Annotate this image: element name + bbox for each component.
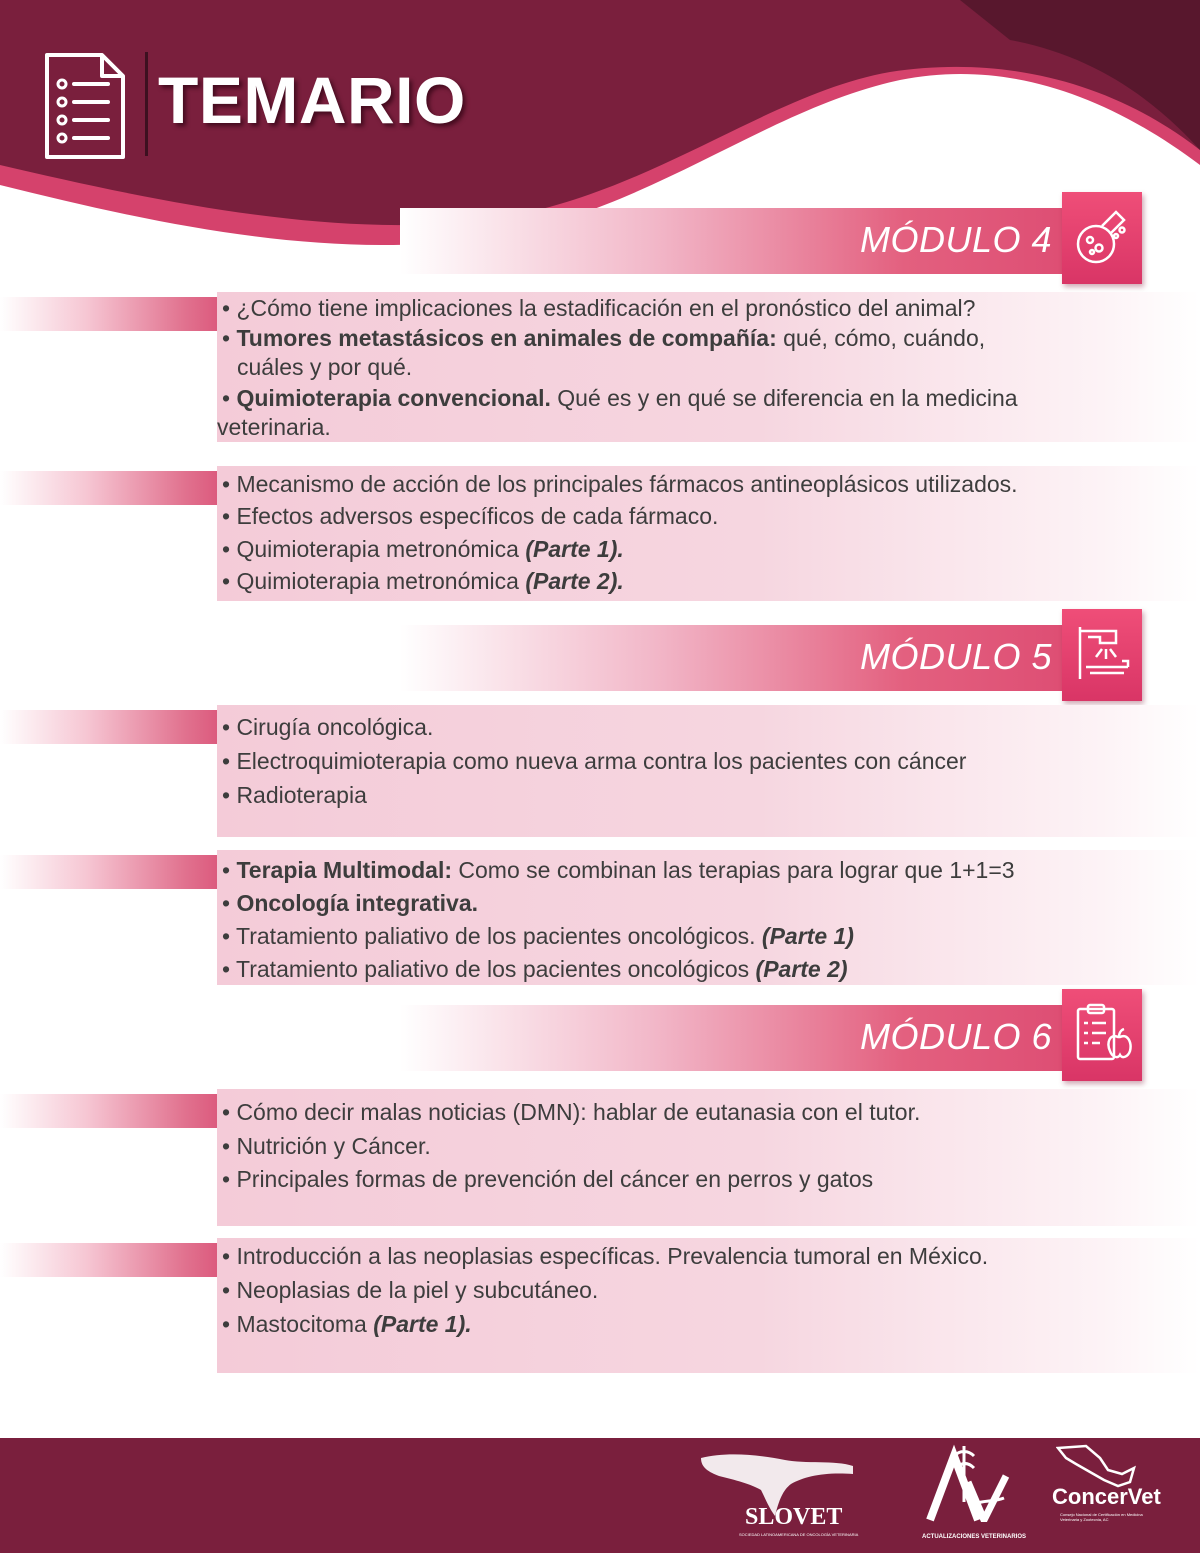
topic-tab [0, 471, 217, 505]
topic-line: • Radioterapia [222, 782, 367, 808]
topic-line: • Electroquimioterapia como nueva arma contra los pacientes con cáncer [222, 748, 967, 774]
concervet-name: ConcerVet [1052, 1484, 1161, 1509]
topic-line: • Cómo decir malas noticias (DMN): hablar de eutanasia con el tutor. [222, 1099, 921, 1125]
caduceus-icon [924, 1442, 1014, 1522]
topic-tab [0, 1094, 217, 1128]
topic-line: • ¿Cómo tiene implicaciones la estadificación en el pronóstico del animal? [222, 295, 976, 321]
topic-line: cuáles y por qué. [237, 354, 413, 380]
topic-tab [0, 710, 217, 744]
footer [0, 1438, 1200, 1553]
module-5-title: MÓDULO 5 [859, 636, 1052, 677]
document-list-icon [44, 52, 126, 160]
title-divider [145, 52, 148, 156]
topic-line: • Mecanismo de acción de los principales fármacos antineoplásicos utilizados. [222, 471, 1018, 497]
topic-line: • Tratamiento paliativo de los pacientes oncológicos. (Parte 1) [222, 923, 854, 949]
topic-line: • Introducción a las neoplasias específicas. Prevalencia tumoral en México. [222, 1243, 989, 1269]
topic-line: • Quimioterapia metronómica (Parte 2). [222, 568, 624, 594]
topic-box-m4-1 [217, 292, 1200, 442]
slovet-name: SLOVET [745, 1504, 843, 1530]
topic-tab [0, 297, 217, 331]
topic-box-m5-2 [217, 850, 1200, 985]
concervet-logo [1052, 1438, 1192, 1553]
module-5-banner [400, 625, 1120, 691]
slovet-subtitle: SOCIEDAD LATINOAMERICANA DE ONCOLOGÍA VETERINARIA [739, 1532, 859, 1537]
topic-tab [0, 855, 217, 889]
topic-box-m6-2 [217, 1238, 1200, 1373]
cells-microscope-icon [1072, 206, 1132, 266]
topic-line: • Nutrición y Cáncer. [222, 1133, 431, 1159]
module-4-icon-box [1062, 192, 1142, 284]
topic-line: • Principales formas de prevención del cáncer en perros y gatos [222, 1166, 874, 1192]
topic-line: • Efectos adversos específicos de cada fármaco. [222, 503, 719, 529]
topic-box-m4-2 [217, 466, 1200, 601]
topic-line: • Neoplasias de la piel y subcutáneo. [222, 1277, 599, 1303]
concervet-subtitle: Consejo Nacional de Certificación en Medicina Veterinaria y Zootecnia, AC [1060, 1512, 1143, 1522]
av-subtitle: ACTUALIZACIONES VETERINARIOS [922, 1534, 1027, 1540]
topic-line: • Mastocitoma (Parte 1). [222, 1311, 472, 1337]
module-4-title: MÓDULO 4 [859, 219, 1052, 260]
topic-tab [0, 1243, 217, 1277]
topic-line: • Cirugía oncológica. [222, 714, 434, 740]
topic-box-m5-1 [217, 705, 1200, 837]
topic-line: • Quimioterapia convencional. Qué es y en qué se diferencia en la medicina [222, 385, 1018, 411]
module-6-banner [400, 1005, 1120, 1071]
slovet-logo [695, 1438, 875, 1553]
radiotherapy-machine-icon [1072, 623, 1132, 683]
topic-line: • Terapia Multimodal: Como se combinan las terapias para lograr que 1+1=3 [222, 857, 1015, 883]
module-6-title: MÓDULO 6 [859, 1016, 1052, 1057]
topic-line: • Tumores metastásicos en animales de compañía: qué, cómo, cuándo, [222, 325, 986, 351]
topic-box-m6-1 [217, 1089, 1200, 1226]
topic-line: veterinaria. [217, 414, 331, 440]
module-5-icon-box [1062, 609, 1142, 701]
av-logo [920, 1438, 1027, 1553]
page-title: TEMARIO [158, 63, 466, 137]
topic-line: • Oncología integrativa. [222, 890, 478, 916]
module-6-icon-box [1062, 989, 1142, 1081]
clipboard-apple-icon [1072, 1003, 1132, 1063]
topic-line: • Quimioterapia metronómica (Parte 1). [222, 536, 624, 562]
topic-line: • Tratamiento paliativo de los pacientes oncológicos (Parte 2) [222, 956, 848, 982]
module-4-banner [400, 208, 1120, 274]
